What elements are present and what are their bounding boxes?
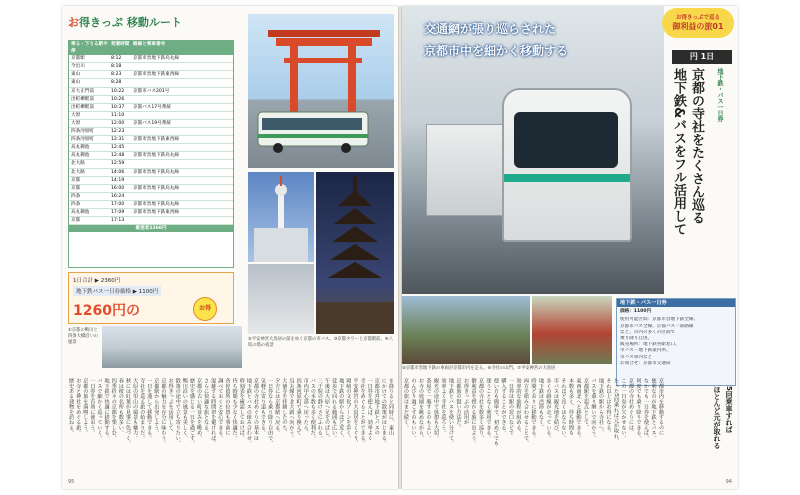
- body-text-column: この一日券が欠かせない。: [620, 378, 627, 441]
- timetable-cell-line: [133, 217, 233, 224]
- body-text-column: 一日を通して移動できる。: [146, 378, 153, 441]
- info-box-line: 乗り降り自由。: [620, 336, 653, 342]
- header-time: 発着時間: [111, 42, 130, 47]
- timetable-row: [69, 152, 233, 160]
- timetable-cell-line: [133, 112, 233, 119]
- timetable-row: [69, 201, 233, 209]
- body-text-column: 大徳寺を拝観したのち、: [281, 378, 288, 436]
- left-body-text: [68, 378, 394, 482]
- timetable-cell-line: 京都バス17号系統: [133, 104, 172, 110]
- body-text-column: 京都旅の賢い方法だ。: [455, 378, 462, 430]
- train-stripe: [504, 174, 630, 182]
- timetable-cell-time: 17:13: [111, 218, 125, 224]
- body-text-column: 茶屋で一服するのもよい。: [425, 378, 432, 441]
- body-text-column: お寺と神社をめぐる旅。: [75, 378, 82, 436]
- body-text-column: なかでも一日券を使えば、: [643, 378, 649, 441]
- body-text-column: お寺の庭園を眺めながら、: [418, 378, 424, 441]
- timetable-cell-line: 京都市営地下鉄烏丸線: [133, 201, 179, 207]
- badge-subtitle: お得きっぷで巡る: [675, 15, 720, 21]
- timetable-cell-time: 12:59: [111, 161, 125, 167]
- title-prefix: お: [68, 16, 79, 29]
- timetable-cell-stop: 四条: [71, 201, 81, 207]
- timetable-row: [69, 96, 233, 104]
- body-text-column: 岡崎の文化ゾーンを歩く。: [345, 378, 352, 441]
- timetable-header: [69, 41, 233, 55]
- timetable-cell-stop: 京都: [71, 185, 81, 191]
- timetable-cell-line: 京都市営地下鉄東西線: [133, 137, 179, 143]
- body-text-column: バスを乗り継いで向かう。: [590, 378, 597, 441]
- timetable-cell-line: 京都市営地下鉄烏丸線: [133, 56, 179, 62]
- body-text-column: 本数も多く、待ち時間も: [568, 378, 574, 436]
- timetable-cell-time: 8:12: [111, 56, 122, 62]
- body-text-column: 歴史を感じる一日を過ごす。: [188, 378, 195, 446]
- badge-title: 御利益の旅01: [672, 22, 724, 31]
- timetable-cell-stop: 北大路: [71, 169, 85, 175]
- timetable-cell-stop: 大原: [71, 120, 81, 126]
- body-text-column: 地下鉄とバスを使い分けて、: [448, 378, 454, 446]
- body-text-column: 寺社をめぐることができる。: [359, 378, 366, 446]
- body-text-column: 調べておくと安心できる。: [217, 378, 224, 441]
- train-side-car: [426, 124, 514, 216]
- temple-tram-photo: [402, 296, 530, 364]
- body-text-column: 京都の寺社めぐりの基本は: [252, 378, 259, 441]
- body-text-column: 三千院の静けさにふれる。: [316, 378, 323, 441]
- info-box-line: お問合せ：京都市交通局: [620, 360, 671, 366]
- timetable-cell-line: 京都バス19号系統: [133, 120, 172, 126]
- pagoda-illustration: [316, 172, 394, 334]
- timetable-row: [69, 209, 233, 217]
- body-text-column: さらに快適な旅となる。: [203, 378, 210, 436]
- timetable-cell-time: 14:06: [111, 169, 125, 175]
- timetable-cell-stop: 大原: [71, 112, 81, 118]
- headline-line-2: 京都の寺社をたくさん巡る: [689, 68, 704, 224]
- body-text-column: 混雑する時間帯を避ければ、: [210, 378, 217, 446]
- side-heading-line-2: ほとんど元が取れる: [713, 386, 721, 449]
- body-text-column: 効率的な旅程が組める。: [515, 378, 522, 436]
- body-text-column: 平安神宮の大鳥居をくぐり、: [352, 378, 359, 446]
- timetable-cell-line: [133, 128, 233, 135]
- timetable-cell-stop: 京都駅: [71, 56, 85, 62]
- body-text-column: 京都市内を移動するのに: [658, 378, 664, 436]
- body-text-column: 四季折々の京都を楽しむ。: [110, 378, 117, 441]
- timetable-cell-line: 京都市バス201号: [133, 88, 170, 94]
- info-box-price: 価格：1100円: [620, 309, 652, 315]
- timetable-cell-line: 京都市営地下鉄東西線: [133, 72, 179, 78]
- right-page: [402, 6, 738, 489]
- timetable-cell-time: 12:45: [111, 145, 125, 151]
- body-text-column: 京都の古い町並みを眺め、: [196, 378, 203, 441]
- route-timetable: [68, 40, 234, 268]
- body-text-column: 待ち時間も少なく快適だ。: [231, 378, 238, 441]
- body-text-column: 一日券は駅の窓口などで: [508, 378, 514, 436]
- timetable-cell-time: 17:00: [111, 201, 125, 207]
- timetable-row: [69, 217, 233, 225]
- body-text-column: 便利なのが地下鉄とバス。: [650, 378, 657, 441]
- timetable-cell-time: 10:37: [111, 104, 125, 110]
- timetable-cell-line: [133, 160, 233, 167]
- info-box-line: 京都市バス全線、京都バス一部路線: [620, 323, 694, 329]
- title-text: 得きっぷ 移動ルート: [79, 16, 182, 29]
- timetable-cell-stop: 四条河原町: [71, 129, 94, 135]
- body-text-column: 地下鉄の駅からほど近く、: [338, 378, 345, 441]
- body-text-column: 徒歩で回れる範囲も広い。: [331, 378, 338, 441]
- timetable-cell-stop: 京都: [71, 177, 81, 183]
- info-box-line: 使用可能区間：京都市営地下鉄全線、: [620, 317, 699, 323]
- route-section-title: [68, 14, 182, 30]
- day-total: 1日合計 ▶ 2360円: [73, 278, 121, 284]
- info-box-line: など。市内の多くの区間で: [620, 329, 676, 335]
- otoku-badge: お得: [193, 297, 217, 321]
- timetable-row: [69, 144, 233, 152]
- timetable-cell-time: 10:26: [111, 96, 125, 102]
- timetable-cell-line: 京都市営地下鉄東西線: [133, 209, 179, 215]
- timetable-cell-time: 16:24: [111, 193, 125, 199]
- timetable-row: [69, 79, 233, 87]
- body-text-column: 秋には紅葉が見事に色づく。: [124, 378, 131, 446]
- timetable-row: [69, 185, 233, 193]
- timetable-cell-stop: 京都: [71, 218, 81, 224]
- body-text-column: 時間どおりに移動できる。: [530, 378, 537, 441]
- headline-line-1: 地下鉄&バスをフル活用して: [671, 68, 686, 236]
- body-text-column: 迷うことなく利用できる。: [485, 378, 492, 441]
- day-tag: 円 1日: [672, 50, 732, 64]
- timetable-cell-line: 京都市営地下鉄烏丸線: [133, 185, 179, 191]
- body-text-column: それほど長くはならない。: [560, 378, 567, 441]
- body-text-column: 散策の途中で立ち寄りたい。: [174, 378, 181, 446]
- body-text-column: 京都市営地下鉄とバスの: [373, 378, 380, 436]
- right-photo-captions: ⑤京都市営地下鉄の車両が京都市内を走る。⑥寺社の山門。⑦平安神宮の大鳥居: [402, 366, 556, 371]
- timetable-cell-time: 12:31: [111, 137, 125, 143]
- timetable-cell-line: [133, 144, 233, 151]
- body-text-column: バスで細かく巡っていく。: [96, 378, 103, 441]
- body-text-column: 烏丸線で北大路へ向かう。: [288, 378, 295, 441]
- timetable-cell-time: 12:00: [111, 120, 125, 126]
- timetable-cell-line: [133, 177, 233, 184]
- pass-price: 地下鉄バス一日券価格 ▶ 1100円: [73, 286, 161, 296]
- timetable-cell-line: 京都市営地下鉄烏丸線: [133, 169, 179, 175]
- series-badge: [662, 8, 734, 38]
- kamogawa-river-photo: [102, 326, 242, 368]
- body-text-column: 地下鉄は渋滞もなく、: [538, 378, 544, 430]
- body-text-column: 東西南北へと移動できる。: [575, 378, 582, 441]
- timetable-cell-line: [133, 96, 233, 103]
- side-heading-line-1: 5回乗車すれば: [725, 386, 733, 433]
- body-text-column: 鴨川沿いの風景も美しく、: [181, 378, 188, 441]
- timetable-cell-line: [133, 79, 233, 86]
- info-box-line: 市バス・地下鉄案内所、: [620, 348, 671, 354]
- timetable-cell-line: [133, 63, 233, 70]
- timetable-row: [69, 136, 233, 144]
- body-text-column: 地下鉄の駅から寺社へ、: [598, 378, 604, 436]
- body-text-column: お得きっぷを活用して、: [167, 378, 174, 436]
- header-line: 路線と乗車番号: [133, 42, 166, 47]
- right-page-number: 94: [725, 479, 732, 485]
- body-text-column: バスの本数も多く便利だ。: [309, 378, 316, 441]
- pass-info-box: [616, 298, 736, 386]
- subway-train-photo: [402, 6, 664, 294]
- timetable-row: [69, 104, 233, 112]
- body-text-column: 京都駅から出発しよう。: [153, 378, 160, 436]
- timetable-row: [69, 128, 233, 136]
- timetable-cell-time: 8:18: [111, 64, 122, 70]
- body-text-column: 何度でも乗り降りできる。: [635, 378, 642, 441]
- body-text-column: 多くの路線が走っている。: [545, 378, 552, 441]
- body-text-column: 寺社を巡る旅の始まりだ。: [139, 378, 146, 441]
- body-text-column: 京都駅を起点として、: [583, 378, 589, 430]
- kyoto-tower-photo: [248, 172, 314, 262]
- timetable-row: [69, 71, 233, 79]
- body-text-column: 春は桜の名所も数多い。: [117, 378, 124, 436]
- body-text-column: たった5回乗れば元が取れ、: [613, 378, 619, 444]
- timetable-cell-time: 10:22: [111, 88, 125, 94]
- timetable-cell-time: 12:48: [111, 153, 125, 159]
- body-text-column: を降りると同時に、東山: [388, 378, 394, 436]
- body-text-column: 市内中心部へ戻ったら、: [302, 378, 309, 436]
- timetable-cell-stop: 京大正門前: [71, 88, 94, 94]
- body-text-column: 大原の里山の風景も魅力。: [132, 378, 139, 441]
- body-text-column: 市バスは観光地を結び、: [553, 378, 559, 436]
- body-text-column: 京都の寺社めぐりには、: [628, 378, 634, 436]
- body-text-column: 京都の魅力を存分に味わう。: [160, 378, 167, 446]
- body-text-column: 京都の寺社を数多く巡り、: [478, 378, 484, 441]
- timetable-cell-stop: 四条河原町: [71, 137, 94, 143]
- kyoto-station-photo: [248, 264, 314, 334]
- body-text-column: 歴史ある建物を訪ねる。: [68, 378, 75, 436]
- body-text-column: 一日券なら乗り降り自由で、: [267, 378, 274, 446]
- timetable-rows: [69, 55, 233, 225]
- body-text-column: 一日券を使えば、効率よく: [366, 378, 373, 441]
- timetable-cell-stop: 烏丸御池: [71, 145, 90, 151]
- tower-illustration: [248, 172, 314, 262]
- body-text-column: 両方を組み合わせることで、: [523, 378, 529, 446]
- timetable-cell-line: 京都市営地下鉄烏丸線: [133, 153, 179, 159]
- header-stop: 乗る・下りる駅や停: [71, 42, 108, 55]
- timetable-row: [69, 120, 233, 128]
- body-text-column: 気軽に寄り道もできる。: [260, 378, 267, 436]
- body-text-column: 午後は大原へ足をのばし、: [324, 378, 331, 441]
- info-box-lines: [617, 317, 735, 367]
- train-windshield: [514, 112, 618, 168]
- timetable-cell-time: 8:23: [111, 72, 122, 78]
- timetable-total: 最速者2360円: [69, 225, 233, 232]
- timetable-cell-stop: 東山: [71, 72, 81, 78]
- timetable-cell-time: 11:10: [111, 112, 125, 118]
- body-text-column: 四条河原町で乗り換えて: [295, 378, 302, 436]
- timetable-cell-stop: 烏丸御池: [71, 153, 90, 159]
- body-text-column: 購入することができる。: [500, 378, 507, 436]
- body-text-column: お得きっぷの活用が: [463, 378, 469, 425]
- river-caption: ①京都の鴨川と四条大橋沿いの風景: [68, 328, 99, 345]
- timetable-row: [69, 177, 233, 185]
- timetable-row: [69, 193, 233, 201]
- right-body-text: [402, 378, 664, 482]
- left-page: [62, 6, 398, 489]
- timetable-cell-time: 12:23: [111, 129, 125, 135]
- timetable-cell-time: 17:09: [111, 209, 125, 215]
- left-page-number: 95: [68, 479, 75, 485]
- timetable-cell-stop: 出町柳駅前: [71, 96, 94, 102]
- timetable-cell-time: 16:00: [111, 185, 125, 191]
- photo-overlay-line-1: 交通網が張り巡らされた: [424, 22, 557, 36]
- shrine-gate-photo: [532, 296, 612, 364]
- body-text-column: 京都の旅はまだ続く。: [403, 378, 409, 430]
- timetable-cell-time: 8:28: [111, 80, 122, 86]
- info-box-line: 市バス車内など: [620, 354, 653, 360]
- cost-summary: [68, 272, 234, 324]
- torii-illustration: [248, 14, 394, 168]
- timetable-cell-stop: 北大路: [71, 161, 85, 167]
- timetable-row: [69, 55, 233, 63]
- info-box-header: 地下鉄・バス一日券: [617, 299, 735, 307]
- timetable-cell-stop: 四条: [71, 193, 81, 199]
- photo-captions: ②平安神宮大鳥居の前をゆく京都の市バス。③京都タワーと京都駅前。④八坂の塔の夜景: [248, 337, 393, 348]
- timetable-row: [69, 169, 233, 177]
- body-text-column: 京都の旅を満喫しよう。: [82, 378, 89, 436]
- body-text-column: のんびり過ごすのもいい。: [410, 378, 417, 441]
- torii-bus-photo: [248, 14, 394, 168]
- timetable-row: [69, 88, 233, 96]
- body-text-column: 地下鉄で快適に移動する。: [103, 378, 110, 441]
- timetable-cell-stop: 東山: [71, 80, 81, 86]
- timetable-cell-stop: 烏丸御池: [71, 209, 90, 215]
- body-text-column: 効率よく寺社を巡ろう。: [440, 378, 447, 436]
- timetable-row: [69, 63, 233, 71]
- timetable-cell-line: [133, 193, 233, 200]
- timetable-row: [69, 160, 233, 168]
- body-text-column: 使い方も簡単で、初めてでも: [493, 378, 499, 446]
- body-text-column: 時刻表を確認しておけば、: [238, 378, 245, 441]
- body-text-column: 御利益を授かる旅に出よう。: [470, 378, 477, 446]
- body-text-column: それ以上はお得になる。: [605, 378, 612, 436]
- timetable-cell-stop: 出町柳駅前: [71, 104, 94, 110]
- info-box-line: 販売場所：地下鉄各駅窓口、: [620, 342, 680, 348]
- body-text-column: 各停留所の位置も事前に: [224, 378, 231, 436]
- body-text-column: 観光の途中で休憩も大切。: [433, 378, 439, 441]
- body-text-column: 地下鉄とバスの組み合わせ。: [245, 378, 252, 446]
- body-text-column: 夕方には京都駅へ戻る。: [274, 378, 281, 436]
- yasaka-pagoda-photo: [316, 172, 394, 334]
- savings-amount: 1260円の: [73, 303, 140, 319]
- photo-overlay-line-2: 京都市中を細かく移動する: [424, 44, 569, 58]
- timetable-cell-time: 14:19: [111, 177, 125, 183]
- timetable-row: [69, 112, 233, 120]
- train-front: [502, 88, 632, 242]
- side-heading: [668, 386, 734, 482]
- timetable-cell-stop: 今出川: [71, 64, 85, 70]
- article-kicker: 地下鉄・バス一日券: [716, 68, 723, 122]
- body-text-column: 一日券を有効に使おう。: [89, 378, 96, 436]
- body-text-column: にかけての散策がはじまる。: [380, 378, 387, 446]
